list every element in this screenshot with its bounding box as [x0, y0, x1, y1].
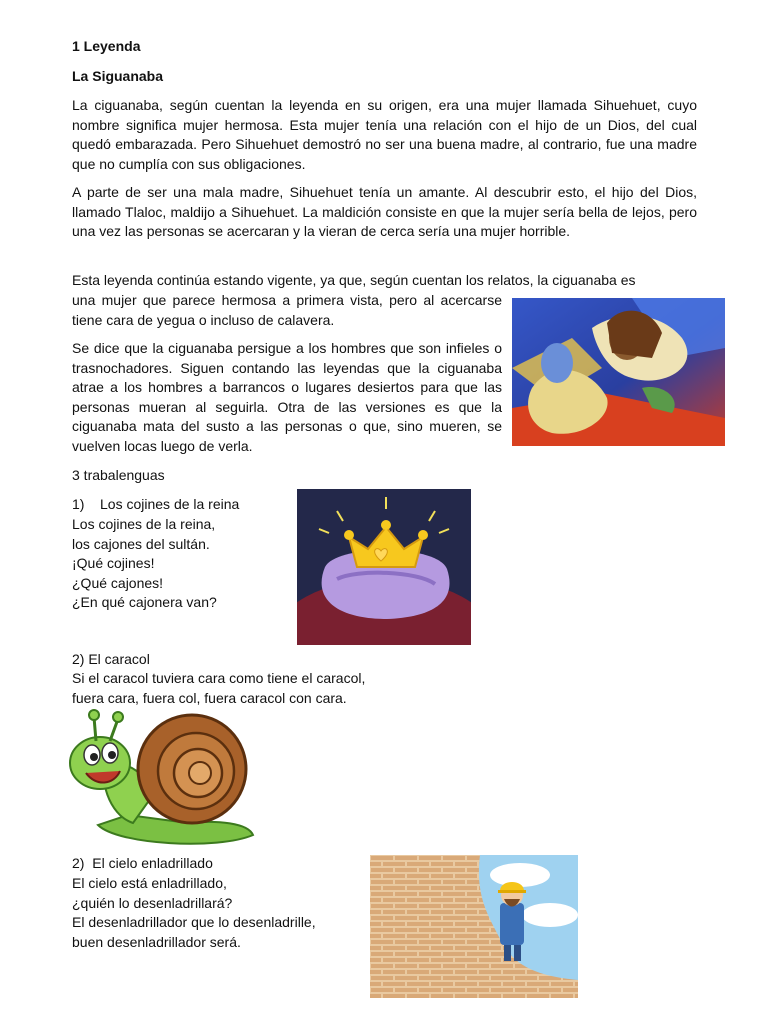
tongue-twisters-heading: 3 trabalenguas — [72, 467, 165, 483]
paragraph-3-line-1: Esta leyenda continúa estando vigente, ya que, según cuentan los relatos, la ciguanaba es — [72, 272, 636, 288]
paragraph-2: A parte de ser una mala madre, Sihuehuet tenía un amante. Al descubrir esto, el hijo del Dios, llamado Tlaloc, maldijo a Sihuehuet. La maldición consiste en que la mujer sería bella de lejos, pero una vez las personas se acercaran y la vieran de cerca sería una mujer horrible. — [72, 184, 697, 239]
paragraph-4: Se dice que la ciguanaba persigue a los hombres que son infieles o trasnochadores. Siguen contando las leyendas que la ciguanaba atrae a los hombres a barrancos o lugares desiertos para que las personas mueran al seguirla. Otra de las versiones es que la ciguanaba mata del susto a las personas o que, sino mueren, se vuelven locas luego de verla. — [72, 340, 502, 454]
twister-3-line: ¿quién lo desenladrillará? — [72, 894, 233, 911]
twister-1-line: ¡Qué cojines! — [72, 555, 155, 571]
paragraph-1: La ciguanaba, según cuentan la leyenda en su origen, era una mujer llamada Sihuehuet, cuyo nombre significa mujer hermosa. Esta mujer tenía una relación con el hijo de un Dios, del cual quedó embarazada. Pero Sihuehuet demostró no ser una buena madre, al contrario, fue una madre que no cumplía con sus obligaciones. — [72, 97, 697, 172]
twister-1-line: ¿En qué cajonera van? — [72, 594, 217, 610]
legend-title: La Siguanaba — [72, 68, 164, 84]
twister-3-title: 2) El cielo enladrillado — [72, 855, 213, 871]
siguanaba-painting-image — [512, 298, 725, 446]
crown-on-cushion-image — [297, 489, 471, 645]
twister-2-title: 2) El caracol — [72, 651, 150, 667]
twister-1-lines — [72, 515, 217, 613]
twister-3-lines — [72, 874, 316, 952]
twister-1-line: Los cojines de la reina, — [72, 516, 216, 532]
twister-1-line: ¿Qué cajones! — [72, 574, 164, 591]
twister-1-line: los cajones del sultán. — [72, 535, 210, 552]
twister-3-line: El cielo está enladrillado, — [72, 875, 227, 891]
twister-2-line: fuera cara, fuera col, fuera caracol con cara. — [72, 689, 347, 706]
twister-3-line: El desenladrillador que lo desenladrille, — [72, 914, 316, 930]
twister-3-line: buen desenladrillador será. — [72, 933, 241, 950]
paragraph-3-rest: una mujer que parece hermosa a primera vista, pero al acercarse tiene cara de yegua o incluso de calavera. — [72, 292, 502, 328]
twister-1-title: 1) Los cojines de la reina — [72, 496, 240, 512]
cartoon-snail-image — [68, 705, 260, 853]
twister-2-line: Si el caracol tuviera cara como tiene el caracol, — [72, 670, 366, 686]
brick-wall-builder-image — [370, 855, 578, 998]
section-heading: 1 Leyenda — [72, 38, 141, 54]
twister-2-lines — [72, 669, 365, 708]
